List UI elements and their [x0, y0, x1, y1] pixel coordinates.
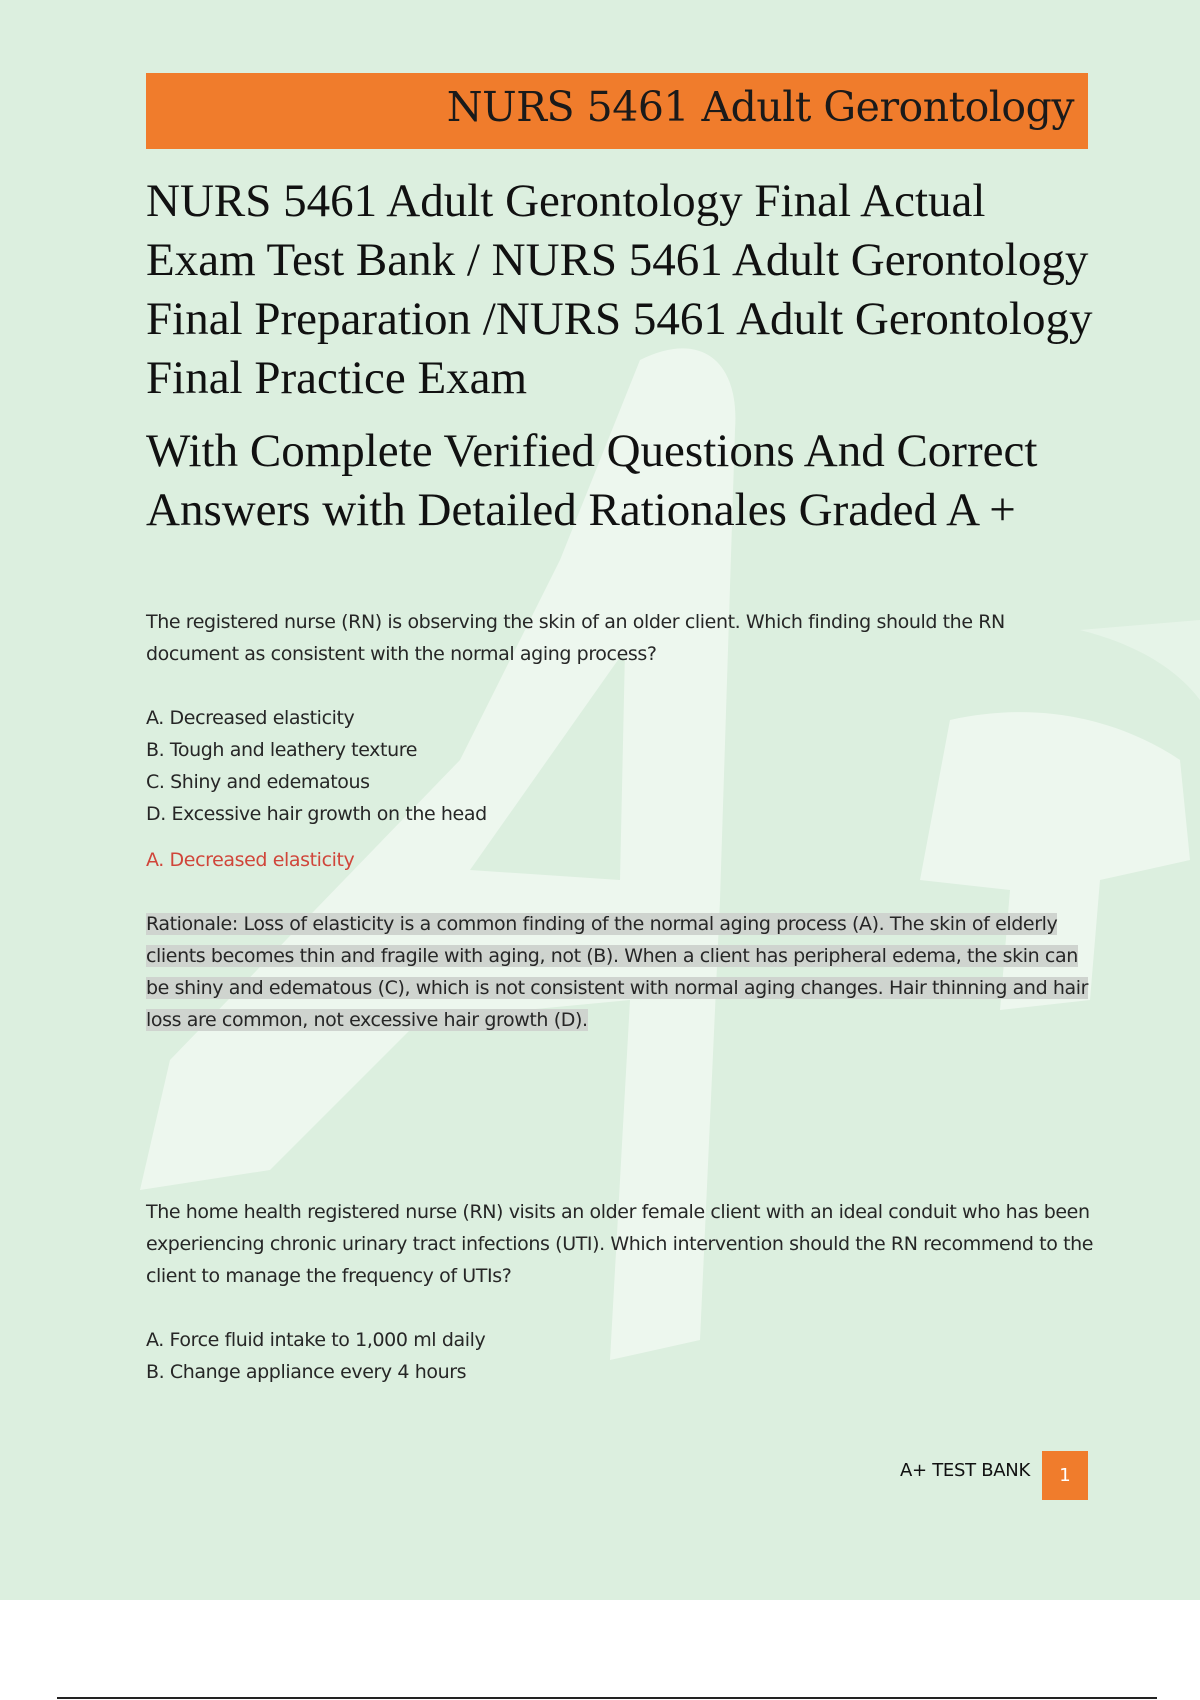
question-1-answer: A. Decreased elasticity [146, 849, 355, 871]
document-subtitle: With Complete Verified Questions And Correct Answers with Detailed Rationales Graded A + [146, 425, 1038, 536]
option-d: D. Excessive hair growth on the head [146, 803, 487, 825]
question-1-options [146, 702, 846, 830]
page-number: 1 [1042, 1451, 1088, 1500]
header-bar [146, 73, 1088, 149]
header-title: NURS 5461 Adult Gerontology [446, 83, 1074, 131]
question-2-text: The home health registered nurse (RN) visits an older female client with an ideal conduit who has been experiencing chronic urinary tract infections (UTI). Which intervention should the RN recommend to the client to manage the frequency of UTIs? [146, 1201, 1094, 1287]
question-1-text: The registered nurse (RN) is observing the skin of an older client. Which finding should the RN document as consistent with the normal aging process? [146, 611, 1005, 665]
rationale-highlight: Rationale: Loss of elasticity is a common finding of the normal aging process (A). The skin of elderly clients becomes thin and fragile with aging, not (B). When a client has peripheral edema, the skin can be shiny and edematous (C), which is not consistent with normal aging changes. Hair thinning and hair loss are common, not excessive hair growth (D). [146, 913, 1089, 1031]
option-b: B. Tough and leathery texture [146, 739, 417, 761]
bottom-divider [57, 1697, 1157, 1699]
option-c: C. Shiny and edematous [146, 771, 370, 793]
footer-label: A+ TEST BANK [900, 1460, 1030, 1481]
question-1-rationale [146, 908, 1096, 1036]
document-title: NURS 5461 Adult Gerontology Final Actual Exam Test Bank / NURS 5461 Adult Gerontology Final Preparation /NURS 5461 Adult Gerontology Final Practice Exam [146, 175, 1093, 404]
option-b: B. Change appliance every 4 hours [146, 1361, 467, 1383]
option-a: A. Force fluid intake to 1,000 ml daily [146, 1329, 486, 1351]
question-2-options [146, 1324, 846, 1388]
option-a: A. Decreased elasticity [146, 707, 355, 729]
